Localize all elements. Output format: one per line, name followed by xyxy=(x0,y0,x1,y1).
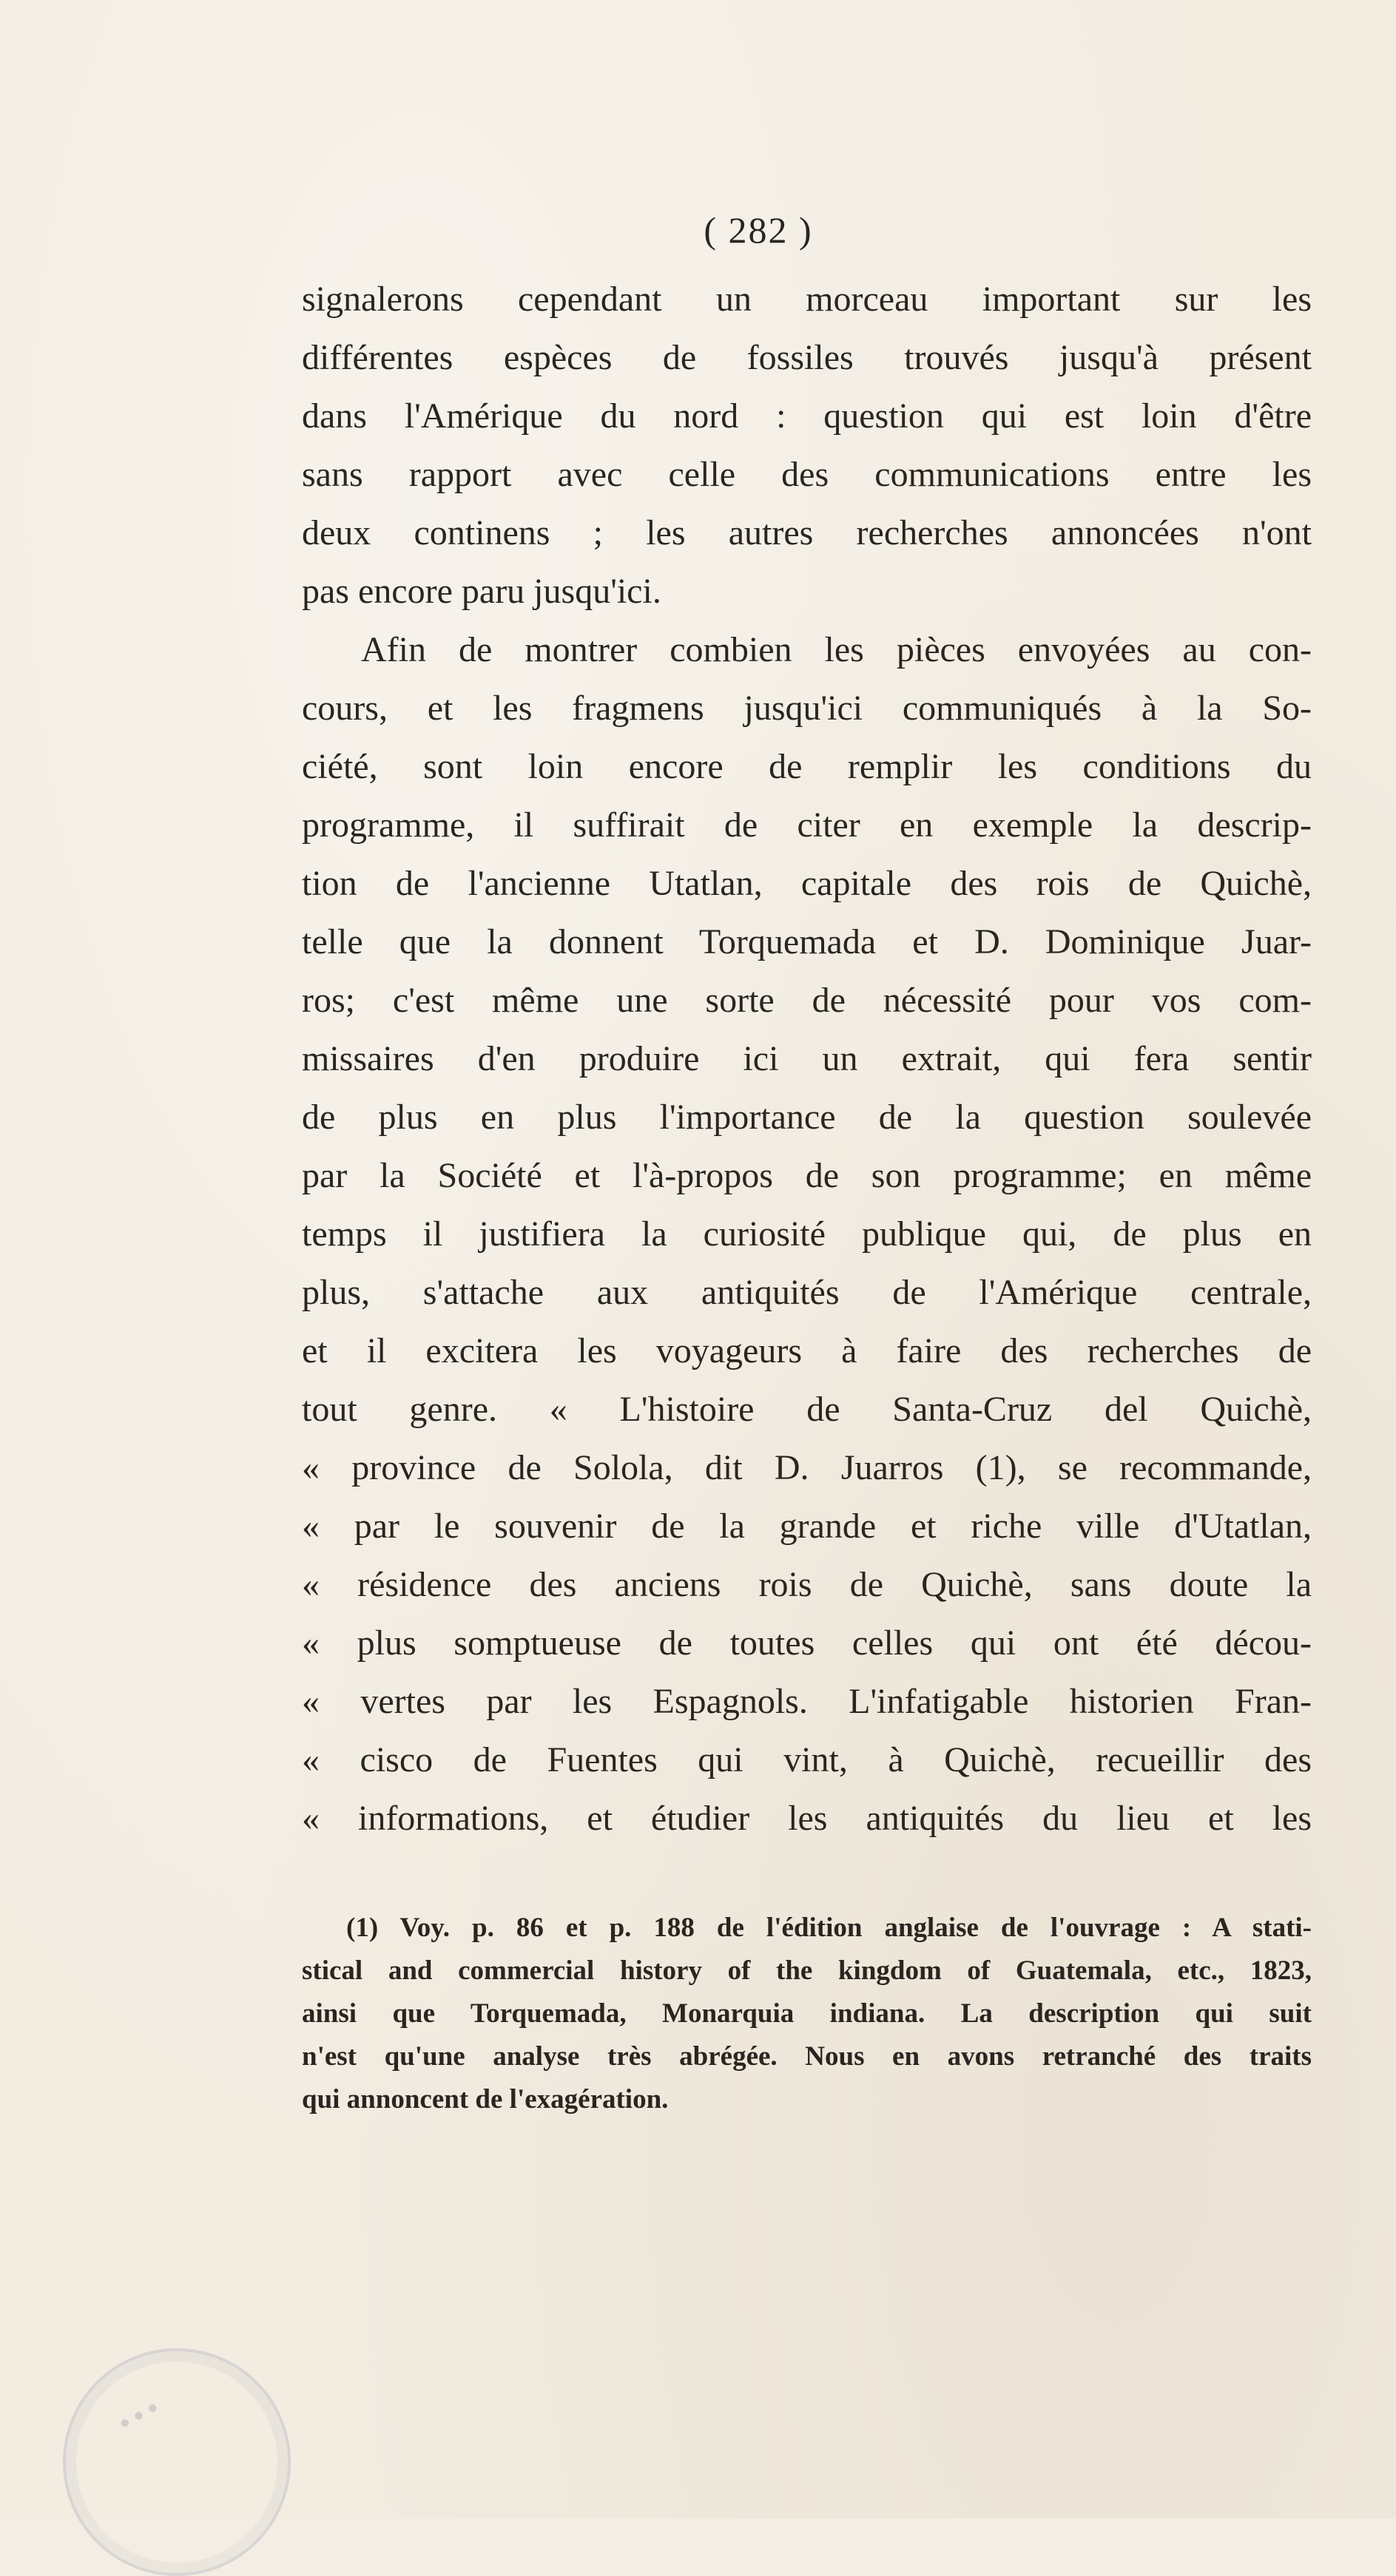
footnote xyxy=(302,1907,1312,2121)
library-stamp xyxy=(63,2348,291,2576)
text-line: « province de Solola, dit D. Juarros (1), se recommande, xyxy=(302,1448,1312,1487)
text-line: signalerons cependant un morceau important sur les xyxy=(302,280,1312,319)
text-line: pas encore paru jusqu'ici. xyxy=(302,572,661,611)
text-line: par la Société et l'à-propos de son programme; en même xyxy=(302,1156,1312,1195)
text-line: dans l'Amérique du nord : question qui est loin d'être xyxy=(302,396,1312,436)
text-line: « par le souvenir de la grande et riche ville d'Utatlan, xyxy=(302,1507,1312,1546)
footnote-line: n'est qu'une analyse très abrégée. Nous en avons retranché des traits xyxy=(302,2041,1312,2072)
text-line: « vertes par les Espagnols. L'infatigable historien Fran- xyxy=(302,1682,1312,1721)
text-line: missaires d'en produire ici un extrait, qui fera sentir xyxy=(302,1039,1312,1078)
footnote-line: ainsi que Torquemada, Monarquia indiana. La description qui suit xyxy=(302,1998,1312,2029)
footnote-line: (1) Voy. p. 86 et p. 188 de l'édition anglaise de l'ouvrage : A stati- xyxy=(346,1913,1312,1943)
text-line: temps il justifiera la curiosité publique qui, de plus en xyxy=(302,1214,1312,1254)
text-line: tout genre. « L'histoire de Santa-Cruz del Quichè, xyxy=(302,1390,1312,1429)
text-line: « informations, et étudier les antiquités du lieu et les xyxy=(302,1799,1312,1838)
text-line: cours, et les fragmens jusqu'ici communiqués à la So- xyxy=(302,689,1312,728)
text-line: programme, il suffirait de citer en exemple la descrip- xyxy=(302,805,1312,845)
text-line: Afin de montrer combien les pièces envoyées au con- xyxy=(361,630,1312,669)
text-line: de plus en plus l'importance de la question soulevée xyxy=(302,1098,1312,1137)
text-line: « cisco de Fuentes qui vint, à Quichè, recueillir des xyxy=(302,1740,1312,1779)
footnote-line: qui annoncent de l'exagération. xyxy=(302,2084,669,2114)
text-line: deux continens ; les autres recherches annoncées n'ont xyxy=(302,513,1312,552)
text-line: sans rapport avec celle des communications entre les xyxy=(302,455,1312,494)
text-line: « résidence des anciens rois de Quichè, sans doute la xyxy=(302,1565,1312,1604)
page-number: ( 282 ) xyxy=(704,209,813,251)
text-line: tion de l'ancienne Utatlan, capitale des rois de Quichè, xyxy=(302,864,1312,903)
footnote-line: stical and commercial history of the kingdom of Guatemala, etc., 1823, xyxy=(302,1955,1312,1986)
text-line: et il excitera les voyageurs à faire des recherches de xyxy=(302,1331,1312,1370)
text-line: plus, s'attache aux antiquités de l'Amérique centrale, xyxy=(302,1273,1312,1312)
text-line: différentes espèces de fossiles trouvés jusqu'à présent xyxy=(302,338,1312,377)
text-line: ciété, sont loin encore de remplir les conditions du xyxy=(302,747,1312,786)
text-line: ros; c'est même une sorte de nécessité pour vos com- xyxy=(302,981,1312,1020)
text-line: telle que la donnent Torquemada et D. Dominique Juar- xyxy=(302,922,1312,961)
library-stamp-mark: ● ● ● xyxy=(115,2396,162,2434)
main-text xyxy=(302,270,1312,1848)
text-line: « plus somptueuse de toutes celles qui ont été décou- xyxy=(302,1623,1312,1663)
